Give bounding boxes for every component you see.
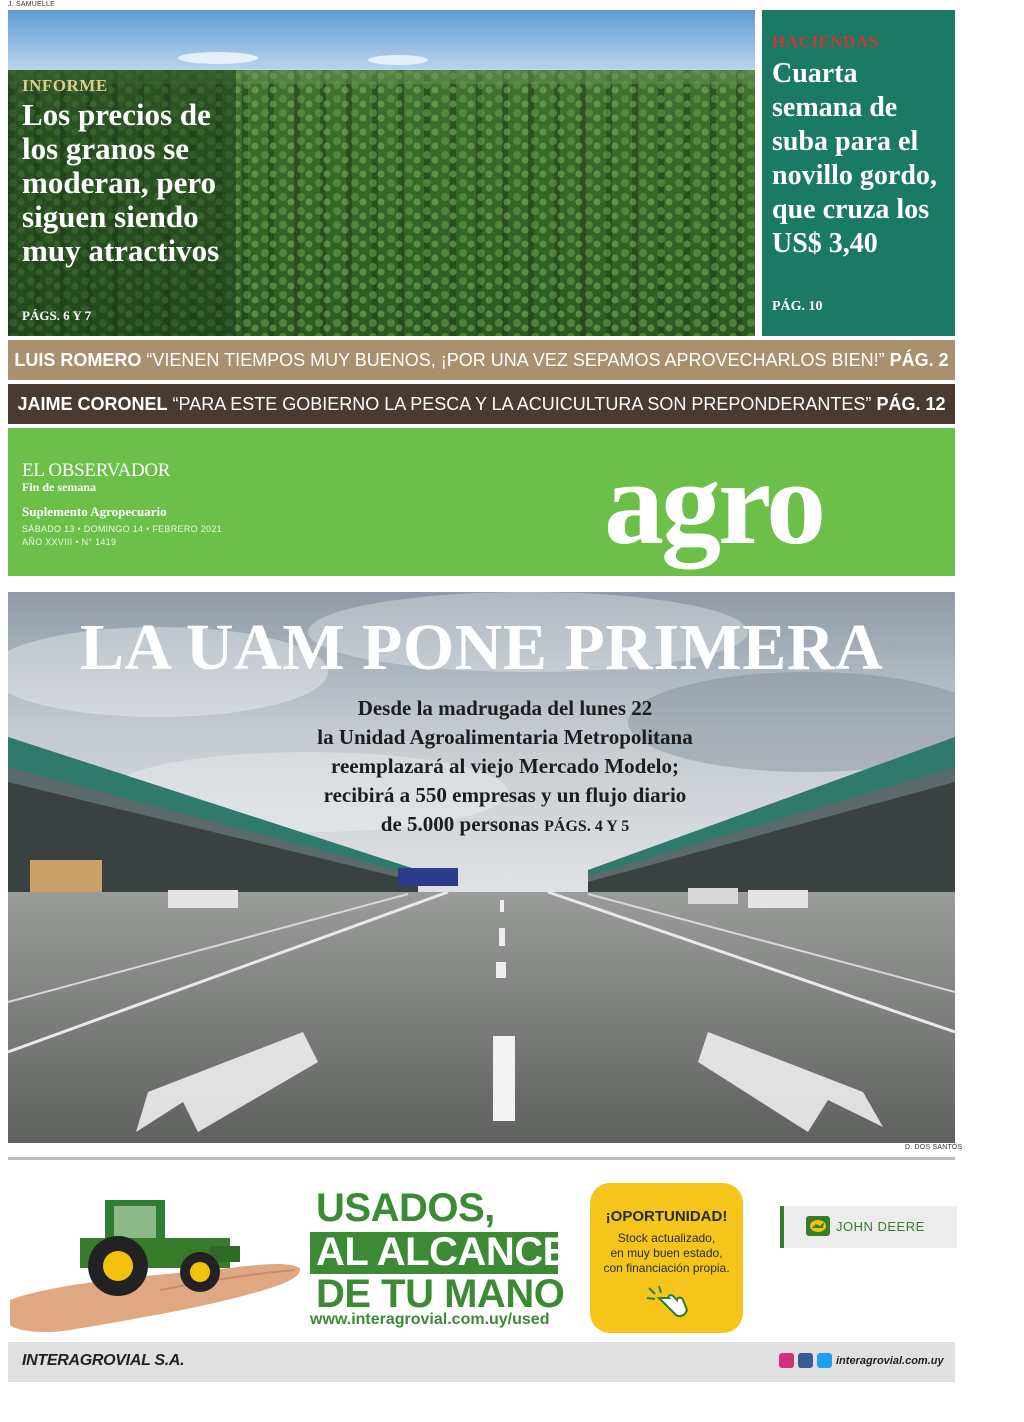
opportunity-text (594, 1231, 739, 1276)
opportunity-title: ¡OPORTUNIDAD! (605, 1208, 728, 1225)
main-headline[interactable]: LA UAM PONE PRIMERA (79, 611, 884, 684)
newspaper-name: EL OBSERVADOR (22, 460, 171, 481)
quote-page-ref: PÁG. 12 (876, 393, 946, 414)
ad-title-line-1: USADOS, (316, 1186, 495, 1230)
quote-strip-coronel[interactable] (8, 384, 955, 424)
deer-logo-icon (806, 1216, 830, 1241)
deck-line: recibirá a 550 empresas y un flujo diario (323, 783, 687, 807)
issue-number: AÑO XXVIII • N° 1419 (22, 537, 117, 547)
quote-strip-romero[interactable] (8, 340, 955, 380)
haciendas-kicker: HACIENDAS (772, 32, 879, 51)
opportunity-line: Stock actualizado, (617, 1231, 716, 1245)
agro-logo: agro (604, 436, 824, 569)
tractor-on-hand-image (10, 1190, 305, 1345)
informe-page-ref: PÁGS. 6 Y 7 (22, 308, 92, 323)
ad-title-line-2: AL ALCANCE (316, 1230, 569, 1274)
deck-line: Desde la madrugada del lunes 22 (357, 696, 653, 720)
main-photo-credit: D. DOS SANTOS (905, 1144, 963, 1151)
supplement-label: Suplemento Agropecuario (22, 504, 167, 519)
quote-text: “VIENEN TIEMPOS MUY BUENOS, ¡POR UNA VEZ SEPAMOS APROVECHARLOS BIEN!” (146, 349, 885, 370)
twitter-icon[interactable] (817, 1353, 832, 1368)
ad-url-link[interactable]: www.interagrovial.com.uy/used (310, 1311, 550, 1328)
issue-dates: SÁBADO 13 • DOMINGO 14 • FEBRERO 2021 (22, 524, 222, 534)
company-website[interactable]: interagrovial.com.uy (836, 1355, 944, 1367)
deck-line: de 5.000 personas (380, 812, 539, 836)
facebook-icon[interactable] (798, 1353, 813, 1368)
instagram-icon[interactable] (779, 1353, 794, 1368)
ad-title-line-3: DE TU MANO (316, 1272, 565, 1316)
quote-author: LUIS ROMERO (14, 349, 142, 370)
main-page-ref: PÁGS. 4 Y 5 (544, 818, 630, 835)
main-deck (220, 694, 790, 841)
pointer-hand-icon (645, 1284, 691, 1327)
haciendas-headline[interactable]: Cuarta semana de suba para el novillo gordo, que cruza los US$ 3,40 (772, 58, 937, 259)
informe-kicker: INFORME (22, 76, 108, 95)
quote-author: JAIME CORONEL (17, 393, 168, 414)
quote-page-ref: PÁG. 2 (889, 349, 949, 370)
opportunity-line: con financiación propia. (603, 1261, 730, 1275)
haciendas-page-ref: PÁG. 10 (772, 299, 823, 314)
quote-text: “PARA ESTE GOBIERNO LA PESCA Y LA ACUICULTURA SON PREPONDERANTES” (172, 393, 872, 414)
edition-label: Fin de semana (22, 480, 97, 494)
deck-line: reemplazará al viejo Mercado Modelo; (331, 754, 679, 778)
john-deere-label: JOHN DEERE (836, 1219, 925, 1234)
informe-headline[interactable]: Los precios de los granos se moderan, pero siguen siendo muy atractivos (22, 97, 220, 268)
company-name: INTERAGROVIAL S.A. (22, 1352, 185, 1369)
opportunity-line: en muy buen estado, (610, 1246, 723, 1260)
top-photo-credit: J. SAMUELLE (8, 1, 55, 8)
section-divider (8, 1157, 955, 1160)
deck-line: la Unidad Agroalimentaria Metropolitana (317, 725, 693, 749)
